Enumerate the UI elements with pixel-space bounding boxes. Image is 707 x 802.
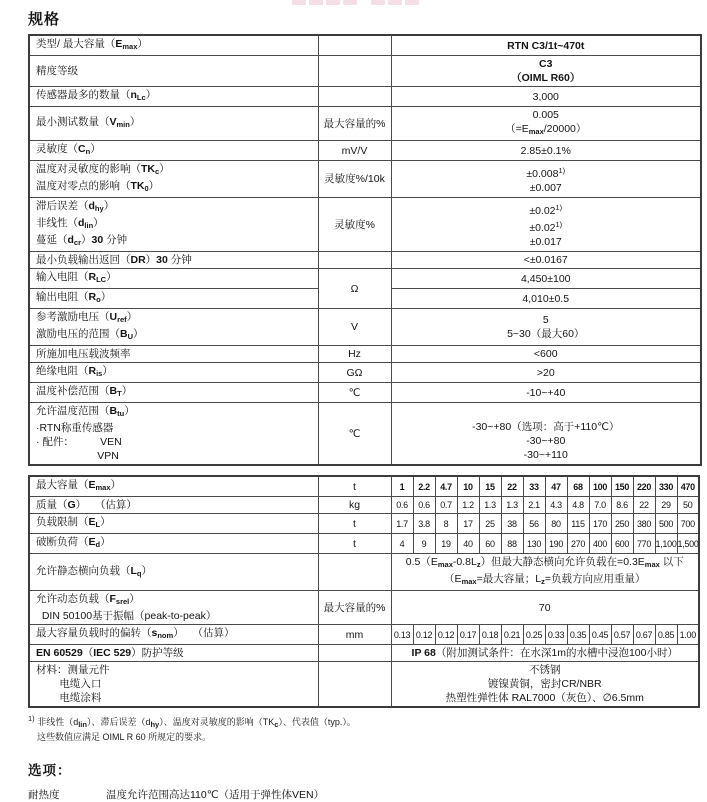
load-label-cell [29, 476, 318, 497]
spec-row [29, 309, 701, 346]
text-line: 绝缘电阻$(R_{is})$ [36, 365, 113, 378]
load-value-cell: 250 [611, 514, 633, 534]
text-line: 镀镍黄铜，密封CR/NBR [487, 678, 602, 690]
load-unit-cell [318, 645, 391, 662]
spec-unit-cell: GΩ [318, 363, 391, 383]
load-span-value-cell [391, 591, 699, 625]
load-value-cell: 0.45 [589, 625, 611, 645]
load-value-cell: 770 [633, 534, 655, 554]
text-line: 蔓延$(d_{cr})30$ 分钟 [36, 234, 128, 247]
load-value-cell: 7.0 [589, 497, 611, 514]
text-line: ·RTN称重传感器 [36, 422, 114, 434]
spec-label-cell [29, 252, 318, 269]
clipped-red-watermark [292, 0, 422, 7]
spec-value-cell [391, 198, 701, 252]
text-line: $(=E_{max}/20000)$ [505, 123, 587, 136]
spec-unit-cell [318, 56, 391, 87]
load-value-cell: 270 [567, 534, 589, 554]
text-line: 允许动态负载$(F_{srel})$ [36, 593, 140, 606]
load-value-cell: 10 [457, 476, 479, 497]
text-line: （$E_{max}=$最大容量；$L_z=$负载方向应用重量） [444, 573, 646, 586]
spec-row [29, 383, 701, 403]
load-value-cell: 15 [479, 476, 501, 497]
spec-row [29, 56, 701, 87]
load-value-cell: 2.1 [523, 497, 545, 514]
load-unit-cell: t [318, 514, 391, 534]
load-value-cell: 1.2 [457, 497, 479, 514]
text-line: 所施加电压载波频率 [36, 348, 131, 360]
load-value-cell: 22 [501, 476, 523, 497]
text-line: $0.5(E_{max}-0.8L_z)$但最大静态横向允许负载在$=0.3E_{max}$ 以下 [405, 556, 684, 569]
text-line: 温度补偿范围$(B_T)$ [36, 385, 133, 398]
spec-label-cell [29, 383, 318, 403]
spec-row [29, 161, 701, 198]
spec-value-cell [391, 161, 701, 198]
spec-label-cell [29, 346, 318, 363]
load-label-cell [29, 514, 318, 534]
text-line: $\pm 0.008^{1)}$ [526, 165, 566, 180]
footnote-text-2: 这些数值应满足 OIML R 60 所规定的要求。 [37, 732, 212, 742]
load-value-cell: 0.57 [611, 625, 633, 645]
text-line: 温度对灵敏度的影响$(TK_c)$ [36, 163, 170, 176]
spec-value-cell [391, 252, 701, 269]
spec-label-cell [29, 35, 318, 56]
load-value-cell: 68 [567, 476, 589, 497]
load-value-cell: 1,100 [655, 534, 677, 554]
load-value-cell: 0.18 [479, 625, 501, 645]
load-unit-cell [318, 554, 391, 591]
text-line: 热塑性弹性体 RAL7000（灰色）、∅6.5mm [445, 692, 644, 704]
load-value-cell: 150 [611, 476, 633, 497]
spec-unit-cell: mV/V [318, 141, 391, 161]
text-line: 输出电阻$(R_o)$ [36, 291, 112, 304]
load-value-cell: 330 [655, 476, 677, 497]
text-line: ±0.017 [529, 235, 562, 248]
spec-label-cell [29, 56, 318, 87]
text-line: 0.005 [532, 109, 559, 121]
load-value-cell: 0.85 [655, 625, 677, 645]
footnote-text-1: 非线性$(d_{lin})$、滞后误差$(d_{hy})$、温度对灵敏度的影响$(TK_c)$、代表值（typ.）。 [37, 717, 356, 729]
spec-label-cell [29, 269, 318, 289]
load-row [29, 625, 699, 645]
text-line: RTN C3/1t~470t [507, 39, 585, 52]
load-row [29, 514, 699, 534]
load-span-value-cell [391, 554, 699, 591]
spec-label-cell [29, 403, 318, 466]
option-item [28, 787, 700, 802]
load-value-cell: 470 [677, 476, 699, 497]
spec-row [29, 269, 701, 289]
load-value-cell: 80 [545, 514, 567, 534]
text-line: EN 60529（IEC 529）防护等级 [36, 647, 184, 659]
load-value-cell: 56 [523, 514, 545, 534]
load-value-cell: 4.7 [435, 476, 457, 497]
load-label-cell [29, 534, 318, 554]
load-label-cell [29, 662, 318, 708]
load-value-cell: 4.8 [567, 497, 589, 514]
text-line [395, 406, 698, 420]
load-row [29, 476, 699, 497]
load-label-cell [29, 645, 318, 662]
load-value-cell: 50 [677, 497, 699, 514]
text-line: （OIML R60） [511, 72, 581, 84]
load-value-cell: 9 [413, 534, 435, 554]
load-value-cell: 17 [457, 514, 479, 534]
spec-value-cell [391, 309, 701, 346]
text-line: DIN 50100基于振幅（peak-to-peak） [36, 610, 217, 622]
option-term: 耐热度 [28, 789, 60, 801]
footnote-marker: 1) [28, 714, 35, 723]
text-line: 精度等级 [36, 65, 78, 77]
load-value-cell: 3.8 [413, 514, 435, 534]
load-row [29, 662, 699, 708]
spec-row [29, 252, 701, 269]
load-value-cell: 190 [545, 534, 567, 554]
load-value-cell: 100 [589, 476, 611, 497]
load-value-cell: 0.67 [633, 625, 655, 645]
text-line: 4,450±100 [520, 272, 571, 285]
load-value-cell: 0.33 [545, 625, 567, 645]
spec-label-cell [29, 141, 318, 161]
spec-value-cell [391, 269, 701, 289]
text-line: 非线性$(d_{lin})$ [36, 217, 104, 230]
load-value-cell: 60 [479, 534, 501, 554]
load-row [29, 554, 699, 591]
text-line: 参考激励电压$(U_{ref})$ [36, 311, 138, 324]
spec-value-cell [391, 141, 701, 161]
text-line: 输入电阻$(R_{LC})$ [36, 271, 117, 284]
load-span-value-cell [391, 645, 699, 662]
spec-value-cell [391, 346, 701, 363]
spec-unit-cell: 最大容量的% [318, 107, 391, 141]
load-value-cell: 8.6 [611, 497, 633, 514]
text-line: 滞后误差$(d_{hy})$ [36, 200, 115, 213]
load-value-cell: 1.3 [479, 497, 501, 514]
text-line: 最小负载输出返回（DR）30 分钟 [36, 254, 192, 266]
load-value-cell: 170 [589, 514, 611, 534]
load-value-cell: 500 [655, 514, 677, 534]
load-value-cell: 88 [501, 534, 523, 554]
text-line: 激励电压的范围$(B_U)$ [36, 328, 144, 341]
load-unit-cell: t [318, 534, 391, 554]
spec-value-cell [391, 107, 701, 141]
load-value-cell: 38 [501, 514, 523, 534]
spec-row [29, 403, 701, 466]
text-line: 不锈钢 [529, 664, 561, 676]
load-label-cell [29, 591, 318, 625]
load-value-cell: 0.21 [501, 625, 523, 645]
spec-unit-cell: Hz [318, 346, 391, 363]
spec-value-cell [391, 383, 701, 403]
text-line: >20 [536, 366, 555, 379]
text-line: 2.85±0.1% [520, 144, 571, 157]
load-value-cell: 22 [633, 497, 655, 514]
load-unit-cell: t [318, 476, 391, 497]
text-line: 3,000 [532, 90, 559, 103]
text-line: -30~+80 [526, 434, 566, 447]
spec-table [28, 34, 702, 466]
spec-unit-cell [318, 252, 391, 269]
spec-unit-cell: V [318, 309, 391, 346]
spec-unit-cell: ℃ [318, 383, 391, 403]
text-line: VPN [36, 450, 119, 462]
load-value-cell: 700 [677, 514, 699, 534]
spec-value-cell [391, 56, 701, 87]
spec-unit-cell [318, 35, 391, 56]
text-line: 4,010±0.5 [522, 292, 570, 305]
spec-unit-cell: 灵敏度% [318, 198, 391, 252]
load-value-cell: 4.3 [545, 497, 567, 514]
text-line: 负载限制$(E_L)$ [36, 516, 111, 529]
load-value-cell: 1.00 [677, 625, 699, 645]
load-unit-cell [318, 662, 391, 708]
text-line: -30~+110 [523, 448, 568, 461]
load-label-cell [29, 497, 318, 514]
load-unit-cell: kg [318, 497, 391, 514]
load-value-cell: 0.6 [391, 497, 413, 514]
spec-unit-cell: 灵敏度%/10k [318, 161, 391, 198]
spec-row [29, 35, 701, 56]
text-line: 质量（G） （估算） [36, 499, 137, 511]
load-value-cell: 0.35 [567, 625, 589, 645]
spec-unit-cell: ℃ [318, 403, 391, 466]
spec-label-cell [29, 87, 318, 107]
load-value-cell: 19 [435, 534, 457, 554]
text-line: 电缆涂料 [36, 692, 102, 704]
text-line: 破断负荷$(E_d)$ [36, 536, 111, 549]
load-row [29, 497, 699, 514]
load-value-cell: 1 [391, 476, 413, 497]
load-value-cell: 0.12 [413, 625, 435, 645]
text-line: 传感器最多的数量$(n_{Lc})$ [36, 89, 157, 102]
text-line: 温度对零点的影响$(TK_0)$ [36, 180, 160, 193]
text-line: <±0.0167 [523, 254, 568, 266]
spec-row [29, 198, 701, 252]
load-row [29, 591, 699, 625]
text-line: 最大容量负载时的偏转$(s_{nom})$ （估算） [36, 627, 235, 640]
spec-value-cell [391, 403, 701, 466]
option-desc: 温度允许范围高达110℃（适用于弹性体VEN） [106, 789, 325, 801]
options-heading: 选项： [28, 763, 72, 778]
load-value-cell: 40 [457, 534, 479, 554]
spec-unit-cell: Ω [318, 269, 391, 309]
load-table-body [29, 476, 699, 707]
load-value-cell: 400 [589, 534, 611, 554]
spec-label-cell [29, 289, 318, 309]
load-value-cell: 2.2 [413, 476, 435, 497]
text-line: <600 [533, 348, 558, 360]
spec-label-cell [29, 363, 318, 383]
load-row [29, 534, 699, 554]
text-line: 最小测试数量$(V_{min})$ [36, 116, 141, 129]
load-row [29, 645, 699, 662]
spec-unit-cell [318, 87, 391, 107]
spec-label-cell [29, 309, 318, 346]
load-value-cell: 0.25 [523, 625, 545, 645]
spec-value-cell [391, 363, 701, 383]
text-line: 电缆入口 [36, 678, 102, 690]
load-unit-cell: mm [318, 625, 391, 645]
spec-label-cell [29, 198, 318, 252]
spec-value-cell [391, 289, 701, 309]
spec-row [29, 87, 701, 107]
load-value-cell: 0.6 [413, 497, 435, 514]
text-line: ±0.007 [529, 181, 562, 194]
load-value-cell: 600 [611, 534, 633, 554]
text-line: -30~+80（选项：高于+110℃） [472, 420, 620, 433]
load-value-cell: 47 [545, 476, 567, 497]
footnote-line-2 [28, 731, 700, 743]
text-line: 5~30（最大60） [507, 328, 585, 340]
text-line: C3 [539, 58, 553, 70]
load-table [28, 475, 700, 708]
spec-value-cell [391, 87, 701, 107]
text-line: -10~+40 [526, 386, 566, 399]
load-value-cell: 1,500 [677, 534, 699, 554]
text-line: 最大容量$(E_{max})$ [36, 479, 122, 492]
text-line: 允许温度范围$(B_{tu})$ [36, 405, 135, 418]
load-value-cell: 115 [567, 514, 589, 534]
load-value-cell: 130 [523, 534, 545, 554]
footnote-line-1 [28, 713, 700, 731]
load-span-value-cell [391, 662, 699, 708]
text-line: $\pm 0.02^{1)}$ [529, 202, 563, 217]
text-line: 70 [538, 601, 551, 614]
text-line: $\pm 0.02^{1)}$ [529, 219, 563, 234]
load-value-cell: 0.12 [435, 625, 457, 645]
load-value-cell: 8 [435, 514, 457, 534]
load-value-cell: 25 [479, 514, 501, 534]
text-line: 材料：测量元件 [36, 664, 110, 676]
text-line: 允许静态横向负载$(L_q)$ [36, 564, 153, 578]
text-line: 5 [542, 314, 549, 326]
spec-label-cell [29, 107, 318, 141]
text-line: 灵敏度$(C_n)$ [36, 143, 101, 156]
text-line: 类型/ 最大容量$(E_{max})$ [36, 38, 148, 51]
footnote [28, 713, 700, 743]
load-value-cell: 1.7 [391, 514, 413, 534]
load-value-cell: 4 [391, 534, 413, 554]
load-value-cell: 0.13 [391, 625, 413, 645]
load-unit-cell: 最大容量的% [318, 591, 391, 625]
spec-label-cell [29, 161, 318, 198]
load-value-cell: 1.3 [501, 497, 523, 514]
spec-row [29, 107, 701, 141]
load-label-cell [29, 554, 318, 591]
load-label-cell [29, 625, 318, 645]
load-value-cell: 380 [633, 514, 655, 534]
page-title: 规格 [28, 11, 61, 28]
load-value-cell: 29 [655, 497, 677, 514]
text-line: · 配件： VEN [36, 436, 122, 448]
load-value-cell: 0.17 [457, 625, 479, 645]
spec-row [29, 346, 701, 363]
load-value-cell: 220 [633, 476, 655, 497]
load-value-cell: 0.7 [435, 497, 457, 514]
text-line: IP 68（附加测试条件：在水深1m的水槽中浸泡100小时） [411, 647, 678, 659]
load-value-cell: 33 [523, 476, 545, 497]
spec-value-cell [391, 35, 701, 56]
spec-row [29, 363, 701, 383]
spec-table-body [29, 35, 701, 465]
spec-row [29, 141, 701, 161]
